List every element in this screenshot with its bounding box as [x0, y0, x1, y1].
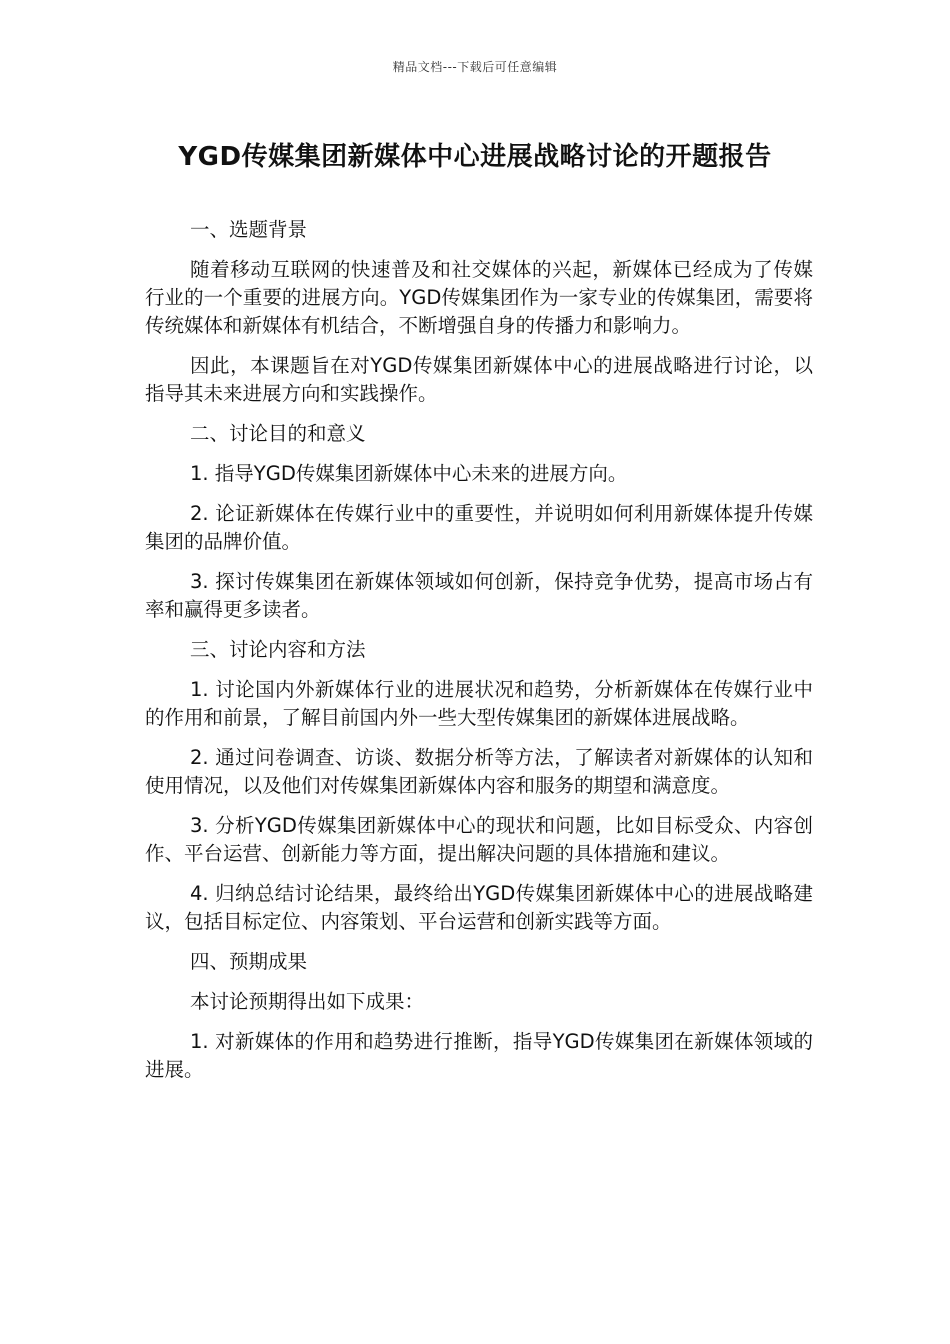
list-item: 3. 探讨传媒集团在新媒体领域如何创新，保持竞争优势，提高市场占有率和赢得更多读者。	[145, 570, 813, 621]
list-item: 1. 指导YGD传媒集团新媒体中心未来的进展方向。	[190, 462, 628, 485]
section-heading-content-methods: 三、讨论内容和方法	[190, 638, 366, 661]
document-body	[145, 216, 813, 1096]
list-item: 1. 讨论国内外新媒体行业的进展状况和趋势，分析新媒体在传媒行业中的作用和前景，了解目前国内外一些大型传媒集团的新媒体进展战略。	[145, 678, 813, 729]
header-note: 精品文档---下载后可任意编辑	[392, 60, 558, 74]
paragraph: 本讨论预期得出如下成果：	[190, 990, 425, 1013]
list-item: 2. 通过问卷调查、访谈、数据分析等方法，了解读者对新媒体的认知和使用情况，以及他们对传媒集团新媒体内容和服务的期望和满意度。	[145, 746, 813, 797]
list-item: 3. 分析YGD传媒集团新媒体中心的现状和问题，比如目标受众、内容创作、平台运营、创新能力等方面，提出解决问题的具体措施和建议。	[145, 814, 813, 865]
section-heading-purpose: 二、讨论目的和意义	[190, 422, 366, 445]
section-heading-expected-results: 四、预期成果	[190, 950, 308, 973]
list-item: 2. 论证新媒体在传媒行业中的重要性，并说明如何利用新媒体提升传媒集团的品牌价值。	[145, 502, 813, 553]
paragraph: 因此，本课题旨在对YGD传媒集团新媒体中心的进展战略进行讨论，以指导其未来进展方向和实践操作。	[145, 354, 813, 405]
list-item: 1. 对新媒体的作用和趋势进行推断，指导YGD传媒集团在新媒体领域的进展。	[145, 1030, 813, 1081]
paragraph: 随着移动互联网的快速普及和社交媒体的兴起，新媒体已经成为了传媒行业的一个重要的进展方向。YGD传媒集团作为一家专业的传媒集团，需要将传统媒体和新媒体有机结合，不断增强自身的传播力和影响力。	[145, 258, 813, 337]
section-heading-background: 一、选题背景	[190, 218, 308, 241]
list-item: 4. 归纳总结讨论结果，最终给出YGD传媒集团新媒体中心的进展战略建议，包括目标定位、内容策划、平台运营和创新实践等方面。	[145, 882, 813, 933]
document-title: YGD传媒集团新媒体中心进展战略讨论的开题报告	[178, 142, 772, 172]
